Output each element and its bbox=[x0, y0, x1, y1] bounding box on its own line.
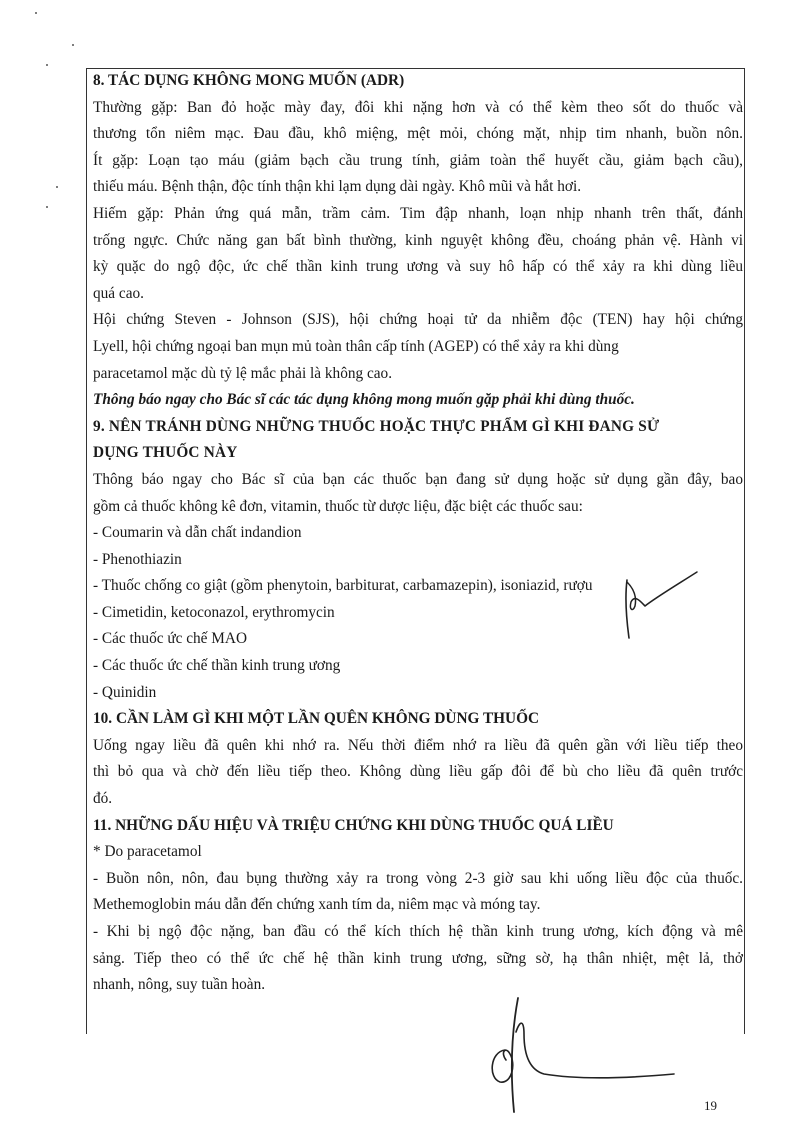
text-line: quá cao. bbox=[93, 284, 144, 302]
text-line: Lyell, hội chứng ngoại ban mụn mủ toàn thân cấp tính (AGEP) có thể xảy ra khi dùng bbox=[93, 337, 619, 355]
text-line: Methemoglobin máu dẫn đến chứng xanh tím da, niêm mạc và móng tay. bbox=[93, 896, 541, 914]
scan-speck bbox=[72, 44, 74, 46]
scan-speck bbox=[46, 206, 48, 208]
list-item: - Quinidin bbox=[93, 683, 157, 701]
text-line: trống ngực. Chức năng gan bất bình thường, kinh nguyệt không đều, choáng phản vệ. Hành vi bbox=[93, 231, 743, 249]
scan-speck bbox=[56, 186, 58, 188]
text-line: Thông báo ngay cho Bác sĩ của bạn các thuốc bạn đang sử dụng hoặc sử dụng gần đây, bao bbox=[93, 470, 743, 488]
text-line: Thường gặp: Ban đỏ hoặc mày đay, đôi khi nặng hơn và có thể kèm theo sốt do thuốc và bbox=[93, 98, 743, 116]
text-line: Uống ngay liều đã quên khi nhớ ra. Nếu thời điểm nhớ ra liều đã quên gần với liều tiếp theo bbox=[93, 736, 743, 754]
text-line: Hội chứng Steven - Johnson (SJS), hội chứng hoại tử da nhiễm độc (TEN) hay hội chứng bbox=[93, 311, 743, 329]
text-line: kỳ quặc do ngộ độc, ức chế thần kinh trung ương và suy hô hấp có thể xảy ra khi dùng liều bbox=[93, 258, 743, 276]
text-line: thiếu máu. Bệnh thận, độc tính thận khi lạm dụng dài ngày. Khô mũi và hắt hơi. bbox=[93, 178, 582, 196]
text-line: paracetamol mặc dù tỷ lệ mắc phải là không cao. bbox=[93, 364, 393, 382]
scan-speck bbox=[35, 12, 37, 14]
page-number: 19 bbox=[704, 1098, 717, 1113]
list-item: - Thuốc chống co giật (gồm phenytoin, barbiturat, carbamazepin), isoniazid, rượu bbox=[93, 577, 593, 595]
notice-line: Thông báo ngay cho Bác sĩ các tác dụng không mong muốn gặp phải khi dùng thuốc. bbox=[93, 391, 635, 409]
section-9-heading: 9. NÊN TRÁNH DÙNG NHỮNG THUỐC HOẶC THỰC PHẨM GÌ KHI ĐANG SỬ bbox=[93, 417, 660, 435]
section-9-heading-cont: DỤNG THUỐC NÀY bbox=[93, 444, 238, 462]
text-line: * Do paracetamol bbox=[93, 843, 202, 861]
scan-speck bbox=[46, 64, 48, 66]
document-body bbox=[93, 68, 743, 999]
list-item: - Phenothiazin bbox=[93, 550, 182, 568]
initial-signature bbox=[605, 566, 705, 646]
section-8-heading: 8. TÁC DỤNG KHÔNG MONG MUỐN (ADR) bbox=[93, 72, 405, 89]
text-line: Ít gặp: Loạn tạo máu (giảm bạch cầu trung tính, giảm toàn thể huyết cầu, giảm bạch cầu), bbox=[93, 151, 743, 169]
text-line: gồm cả thuốc không kê đơn, vitamin, thuốc từ dược liệu, đặc biệt các thuốc sau: bbox=[93, 497, 583, 515]
text-line: thì bỏ qua và chờ đến liều tiếp theo. Không dùng liều gấp đôi để bù cho liều đã quên trước bbox=[93, 763, 743, 781]
text-line: đó. bbox=[93, 790, 113, 808]
text-line: nhanh, nông, suy tuần hoàn. bbox=[93, 976, 266, 994]
section-11-heading: 11. NHỮNG DẤU HIỆU VÀ TRIỆU CHỨNG KHI DÙNG THUỐC QUÁ LIỀU bbox=[93, 816, 614, 834]
list-item: - Các thuốc ức chế MAO bbox=[93, 630, 247, 648]
section-10-heading: 10. CẦN LÀM GÌ KHI MỘT LẦN QUÊN KHÔNG DÙNG THUỐC bbox=[93, 710, 540, 728]
text-line: thương tổn niêm mạc. Đau đầu, khô miệng, mệt mỏi, chóng mặt, nhịp tim nhanh, buồn nôn. bbox=[93, 125, 743, 143]
text-line: - Khi bị ngộ độc nặng, ban đầu có thể kích thích hệ thần kinh trung ương, kích động và mê bbox=[93, 923, 743, 940]
text-line: - Buồn nôn, nôn, đau bụng thường xảy ra trong vòng 2-3 giờ sau khi uống liều độc của thuốc. bbox=[93, 869, 743, 887]
text-line: sảng. Tiếp theo có thể ức chế hệ thần kinh trung ương, sững sờ, hạ thân nhiệt, mệt lả, thở bbox=[93, 949, 743, 967]
text-line: Hiếm gặp: Phản ứng quá mẫn, trầm cảm. Tim đập nhanh, loạn nhịp nhanh trên thất, đánh bbox=[93, 204, 743, 222]
list-item: - Coumarin và dẫn chất indandion bbox=[93, 524, 302, 542]
signature bbox=[460, 990, 680, 1120]
list-item: - Cimetidin, ketoconazol, erythromycin bbox=[93, 603, 335, 621]
list-item: - Các thuốc ức chế thần kinh trung ương bbox=[93, 657, 341, 675]
